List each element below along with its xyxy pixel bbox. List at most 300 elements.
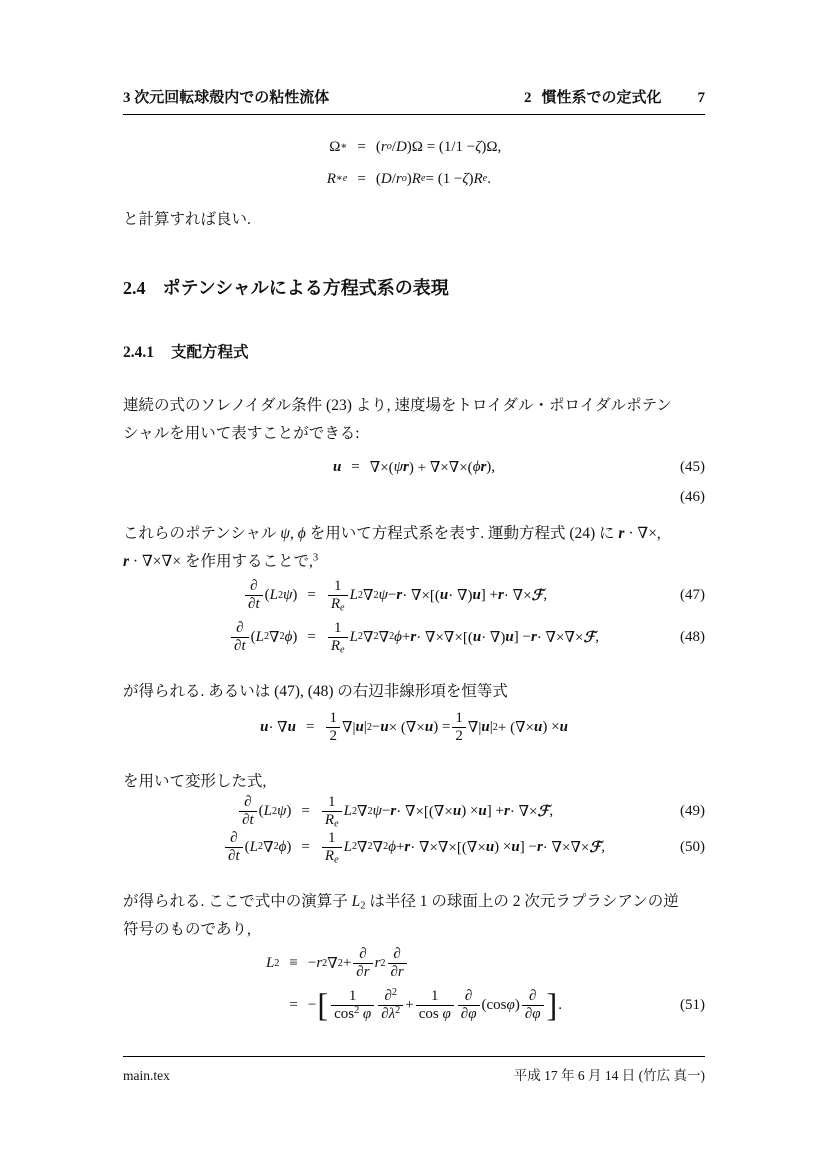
math-variable: R: [324, 847, 335, 864]
equation-relation: =: [301, 803, 310, 820]
paragraph-after-scaling: [123, 206, 251, 234]
math-text: ∇: [357, 839, 368, 856]
equation-rhs: [324, 710, 567, 746]
equation-pad: [123, 484, 333, 510]
math-text: ∇: [269, 629, 280, 646]
equation-relation: =: [307, 587, 316, 604]
equation-number: (49): [680, 803, 705, 820]
math-vector: r: [536, 838, 543, 855]
math-vector: r: [404, 838, 411, 855]
math-text: · ∇×∇×: [536, 629, 584, 646]
math-text: ): [292, 628, 298, 645]
equation-number: (48): [680, 628, 705, 645]
math-text: ∇: [372, 839, 384, 856]
math-text: · ∇×∇×[(: [416, 629, 473, 646]
math-text: 2: [322, 957, 328, 969]
math-variable: e: [334, 818, 339, 830]
header-right: [524, 86, 705, 107]
math-text: .: [487, 170, 491, 187]
math-text: /: [391, 170, 396, 187]
equation-lhs: [229, 620, 297, 656]
math-text: 2: [373, 631, 379, 643]
equation-rhs: [326, 578, 547, 614]
math-variable: R: [411, 170, 421, 187]
math-variable: ψ: [378, 587, 388, 604]
math-text: ∇: [263, 839, 274, 856]
math-text: (: [258, 803, 264, 820]
math-variable: R: [324, 812, 335, 829]
math-variable: ϕ: [284, 628, 293, 645]
paragraph-line: [123, 392, 672, 420]
math-variable: t: [249, 812, 254, 829]
math-text: 連続の式のソレノイダル条件 (23) より, 速度場をトロイダル・ポロイダルポテン: [123, 397, 672, 414]
paragraph-transformed: [123, 768, 266, 796]
equation-lhs: [327, 166, 348, 192]
math-vector: r: [410, 628, 417, 645]
math-text: Ω: [329, 138, 341, 155]
equation-rhs: [326, 620, 599, 656]
fraction-denominator: [331, 1005, 374, 1023]
equation-rhs: [370, 454, 495, 480]
equation-pad: [123, 583, 229, 609]
paragraph-line: [123, 206, 251, 234]
math-text: ∇: [363, 629, 374, 646]
math-text: ∇: [378, 629, 390, 646]
footer-date: 平成 17 年 6 月 14 日 (竹広 真一): [513, 1068, 705, 1083]
subsection-heading-2-4-1: [123, 340, 249, 362]
math-vector: r: [480, 458, 487, 475]
page-footer: [123, 1056, 705, 1084]
math-variable: e: [420, 173, 426, 184]
math-variable: t: [235, 847, 240, 864]
equation-relation: =: [357, 138, 366, 155]
fraction-numerator: [381, 988, 400, 1005]
fraction: [378, 988, 403, 1024]
math-text: 2: [380, 957, 386, 969]
math-text: 2: [351, 841, 358, 853]
math-text: · ∇×: [503, 588, 532, 605]
math-text: ∂: [248, 596, 256, 613]
math-text: 2: [277, 589, 284, 601]
math-vector: u: [260, 719, 269, 736]
math-text: −: [307, 955, 317, 972]
equation-pad: [123, 834, 223, 860]
subscript: [334, 854, 339, 865]
equation-relation: =: [289, 996, 298, 1013]
equation-relation: =: [357, 170, 366, 187]
math-text: ) ×: [494, 838, 512, 855]
math-variable: r: [363, 964, 370, 981]
math-vector: r: [396, 587, 403, 604]
math-vector: ℱ: [583, 629, 596, 646]
math-text: ) =: [433, 719, 451, 736]
fraction: [245, 578, 263, 614]
equation-rhs: − [ $\frac{1}{\cos^2 \varphi}$ $\frac{\partial^2}{\partial\lambda^2}$ + $\frac{1}{\text{cos φ}}$ $\frac{\partial}{\partial\varphi}$ (cos φ ) $\frac{\partial}{\partial\varphi}$ ] .: [307, 986, 563, 1024]
math-text: を用いて変形した式,: [123, 773, 267, 790]
math-text: 1: [327, 829, 336, 846]
fraction-numerator: [462, 988, 475, 1005]
math-text: を用いて方程式系を表す. 運動方程式 (24) に: [305, 525, 619, 542]
fraction-numerator: [241, 794, 254, 811]
math-text: · ∇×∇×: [542, 839, 590, 856]
math-text: (: [375, 170, 381, 187]
math-vector: u: [534, 719, 543, 736]
math-text: 1: [327, 794, 336, 810]
math-variable: R: [326, 170, 336, 187]
fraction-denominator: [353, 963, 372, 981]
math-text: ) + ∇×∇×(: [408, 459, 473, 476]
math-text: ∂: [384, 987, 392, 1004]
fraction: [458, 988, 480, 1024]
paragraph-line: [123, 768, 266, 796]
math-vector: u: [511, 838, 520, 855]
math-vector: r: [618, 525, 625, 542]
math-variable: e: [340, 644, 345, 656]
math-vector: u: [481, 719, 490, 736]
math-variable: ψ: [393, 458, 404, 475]
math-text: ): [292, 587, 298, 604]
fraction-denominator: [522, 1005, 544, 1023]
math-text: · ∇×[(: [402, 588, 440, 605]
math-text: 2: [389, 631, 395, 643]
math-text: ∂: [228, 847, 236, 864]
math-text: · ∇×∇×[(∇×: [410, 839, 486, 856]
fraction-denominator: [326, 727, 340, 745]
fraction-numerator: [346, 988, 360, 1005]
equation-lhs: [237, 794, 291, 830]
fraction: [326, 710, 340, 746]
fraction-numerator: [247, 578, 260, 595]
math-text: /: [391, 138, 396, 155]
paragraph-identity-intro: [123, 678, 508, 706]
math-variable: L: [255, 628, 264, 645]
math-vector: u: [355, 719, 364, 736]
math-text: ∂: [390, 964, 398, 981]
superscript: [313, 553, 318, 564]
math-text: ] +: [486, 803, 504, 820]
paragraph-operator-l2: [123, 888, 679, 944]
superscript: [395, 1005, 400, 1016]
equation-lhs: [243, 578, 297, 614]
math-text: ∇: [357, 804, 368, 821]
math-text: 1: [430, 987, 439, 1004]
math-text: −: [387, 587, 397, 604]
math-text: (cos: [481, 996, 507, 1013]
paragraph-line: [123, 420, 672, 448]
math-text: 2: [272, 805, 278, 817]
equation-rhs: [320, 830, 605, 866]
math-text: ∇: [363, 588, 374, 605]
math-vector: r: [503, 803, 510, 820]
math-text: · ∇×: [509, 804, 538, 821]
math-text: +: [342, 955, 352, 972]
fraction: [322, 830, 342, 866]
math-text: 1: [333, 619, 342, 636]
math-vector: u: [332, 458, 342, 475]
math-text: ∂: [359, 946, 367, 962]
math-text: ∂: [242, 812, 250, 829]
math-text: ∂: [460, 1005, 469, 1022]
fraction-numerator: [331, 620, 345, 637]
equation-rhs: [308, 946, 409, 982]
math-text: 2: [263, 631, 270, 643]
math-text: ): [286, 803, 292, 820]
fraction: [522, 988, 544, 1024]
math-text: ∂: [381, 1005, 389, 1022]
fraction-denominator: [245, 595, 263, 613]
fraction-numerator: [227, 830, 240, 847]
math-text: 1: [348, 987, 357, 1004]
math-variable: L: [343, 838, 352, 855]
math-variable: e: [334, 854, 339, 866]
math-text: −: [371, 719, 381, 736]
equation-rhs: [376, 166, 491, 192]
equation-block-51: [123, 946, 705, 1023]
math-vector: ℱ: [531, 588, 544, 605]
math-text: 2: [455, 728, 463, 745]
math-text: これらのポテンシャル: [123, 525, 281, 542]
paragraph-line: [123, 678, 508, 706]
math-text: ∂: [393, 946, 401, 962]
fraction: [231, 620, 249, 656]
math-variable: e: [340, 602, 345, 614]
math-variable: L: [265, 955, 275, 972]
equation-block-47-48: [123, 578, 705, 655]
header-doc-title: 次元回転球殻内での粘性流体: [134, 89, 330, 106]
math-text: シャルを用いて表すことができる:: [123, 425, 360, 442]
paragraph-potentials: [123, 520, 661, 576]
math-text: −: [307, 996, 317, 1013]
math-text: 2: [257, 841, 264, 853]
fraction: [416, 988, 454, 1024]
equation-lhs: [266, 951, 279, 977]
equation-number: (50): [680, 838, 705, 855]
math-text: 2: [367, 805, 373, 817]
math-text: 2: [391, 986, 397, 998]
fraction-denominator: [239, 811, 257, 829]
equation-pad: [123, 624, 229, 650]
math-text: 2: [354, 1004, 360, 1016]
equation-block-49-50: [123, 794, 705, 865]
math-vector: r: [390, 803, 397, 820]
math-text: ,: [595, 628, 599, 645]
equation-relation: =: [307, 628, 316, 645]
math-variable: L: [349, 587, 358, 604]
math-variable: r: [395, 170, 402, 187]
fraction-numerator: [326, 710, 340, 727]
math-variable: ϕ: [388, 838, 396, 855]
math-variable: ζ: [462, 170, 469, 187]
math-variable: R: [330, 596, 341, 613]
math-text: 2: [395, 1004, 401, 1016]
math-text: 2: [357, 589, 363, 601]
fraction-denominator: [378, 1005, 403, 1023]
math-variable: r: [374, 955, 381, 972]
equation-relation: ≡: [289, 955, 298, 972]
fraction-numerator: [325, 794, 339, 811]
math-text: ): [286, 838, 292, 855]
subscript: [340, 644, 345, 655]
math-text: ] +: [480, 587, 499, 604]
fraction-denominator: [231, 637, 249, 655]
math-text: 2: [279, 631, 285, 643]
math-text: ∂: [464, 987, 473, 1004]
equation-pad: [123, 166, 327, 192]
math-text: 2: [337, 957, 343, 969]
math-text: (: [250, 628, 256, 645]
math-text: 2: [383, 841, 389, 853]
fraction: [225, 830, 243, 866]
math-text: ),: [486, 458, 496, 475]
fraction-numerator: [452, 710, 466, 727]
math-text: ∇|: [467, 720, 482, 737]
math-variable: ψ: [277, 803, 287, 820]
fraction-numerator: [390, 946, 403, 963]
subsection-number: 2.4.1: [123, 344, 154, 361]
fraction: [322, 794, 342, 830]
math-text: 2: [360, 900, 366, 912]
math-text: ∇×(: [369, 459, 394, 476]
math-text: 2: [357, 631, 363, 643]
math-text: 2: [373, 589, 379, 601]
math-text: 2: [351, 805, 358, 817]
math-text: 2: [492, 721, 498, 733]
math-text: 2: [274, 957, 280, 969]
math-variable: R: [330, 637, 341, 654]
math-text: ∗: [340, 141, 348, 152]
math-variable: L: [343, 803, 352, 820]
math-text: ): [514, 996, 520, 1013]
math-vector: r: [498, 587, 504, 604]
equation-lhs: [333, 454, 341, 480]
fraction: [328, 578, 348, 614]
math-variable: o: [386, 141, 392, 152]
math-text: ,: [601, 838, 605, 855]
fraction-denominator: [416, 1005, 454, 1023]
fraction-denominator: [452, 727, 466, 745]
equation-number: (46): [680, 488, 705, 505]
math-text: は半径 1 の球面上の 2 次元ラプラシアンの逆: [365, 893, 679, 910]
math-vector: u: [287, 719, 296, 736]
superscript: [392, 986, 397, 997]
math-text: · ∇): [448, 588, 473, 605]
math-text: 3: [312, 552, 319, 564]
math-text: +: [401, 628, 411, 645]
math-text: ∂: [244, 794, 252, 810]
math-variable: ψ: [372, 803, 382, 820]
math-variable: φ: [359, 1005, 372, 1022]
math-text: 1: [329, 710, 337, 726]
header-page-number: 7: [697, 90, 705, 106]
math-vector: u: [452, 803, 462, 820]
math-variable: L: [269, 587, 278, 604]
math-text: ,: [290, 525, 298, 542]
math-variable: e: [482, 173, 488, 184]
section-number: 2.4: [123, 278, 146, 298]
math-text: × (∇×: [388, 720, 425, 737]
fraction-denominator: [328, 637, 348, 655]
math-text: .: [558, 996, 563, 1013]
math-text: (: [244, 838, 250, 855]
math-text: が得られる. あるいは (47), (48) の右辺非線形項を恒等式: [123, 683, 508, 700]
equation-relation: =: [306, 719, 315, 736]
equation-block-45-46: [123, 454, 705, 510]
math-variable: r: [316, 955, 323, 972]
math-text: 2: [367, 841, 373, 853]
math-variable: L: [249, 838, 258, 855]
math-text: )Ω,: [481, 138, 502, 155]
math-variable: ϕ: [297, 525, 306, 542]
math-text: ] −: [513, 628, 531, 645]
math-text: +: [395, 838, 405, 855]
subsection-title: 支配方程式: [171, 344, 249, 361]
header-doc-number: 3: [123, 90, 131, 106]
math-text: cos: [334, 1005, 355, 1022]
math-variable: ψ: [280, 525, 291, 542]
math-text: ,: [543, 587, 548, 604]
math-text: が得られる. ここで式中の演算子: [123, 893, 352, 910]
math-text: ∂: [230, 829, 238, 846]
math-text: +: [405, 996, 414, 1013]
equation-pad: [123, 134, 327, 160]
equation-lhs: [260, 715, 296, 741]
equation-pad: [123, 951, 266, 977]
fraction-denominator: [225, 847, 243, 865]
math-text: (: [375, 138, 381, 155]
math-variable: ψ: [283, 587, 293, 604]
math-variable: o: [401, 173, 407, 184]
header-section-title: 慣性系での定式化: [541, 89, 662, 106]
header-section-number: 2: [523, 90, 532, 106]
equation-block-identity: [123, 710, 705, 746]
math-text: ∇|: [341, 720, 356, 737]
equation-pad: [123, 454, 333, 480]
fraction-numerator: [331, 578, 345, 595]
math-text: · ∇×,: [624, 525, 661, 542]
math-text: ∂: [356, 964, 364, 981]
section-heading-2-4: [123, 274, 449, 300]
equation-block-scaling: [123, 134, 705, 192]
math-text: ] −: [519, 838, 537, 855]
math-vector: r: [123, 553, 130, 570]
math-vector: r: [403, 458, 409, 475]
equation-relation: =: [351, 458, 360, 475]
page-header: [123, 86, 705, 115]
section-title: ポテンシャルによる方程式系の表現: [162, 278, 449, 298]
fraction: [239, 794, 257, 830]
math-variable: t: [255, 596, 260, 613]
math-text: 1: [333, 578, 342, 594]
math-vector: u: [505, 628, 514, 645]
equation-lhs: [329, 134, 347, 160]
equation-pad: [123, 992, 266, 1018]
math-text: ∂: [524, 1005, 533, 1022]
equation-number: (45): [680, 458, 705, 475]
math-variable: φ: [532, 1005, 541, 1022]
math-variable: λ: [388, 1005, 396, 1022]
math-text: |: [489, 719, 493, 736]
math-variable: L: [349, 628, 358, 645]
math-variable: ζ: [475, 138, 482, 155]
math-vector: u: [380, 719, 389, 736]
fraction-numerator: [233, 620, 246, 637]
subscript: [340, 603, 345, 614]
math-variable: D: [380, 170, 392, 187]
math-vector: ℱ: [589, 839, 602, 856]
math-text: 1: [455, 710, 463, 726]
math-vector: u: [478, 803, 487, 820]
math-text: · ∇: [268, 720, 288, 737]
